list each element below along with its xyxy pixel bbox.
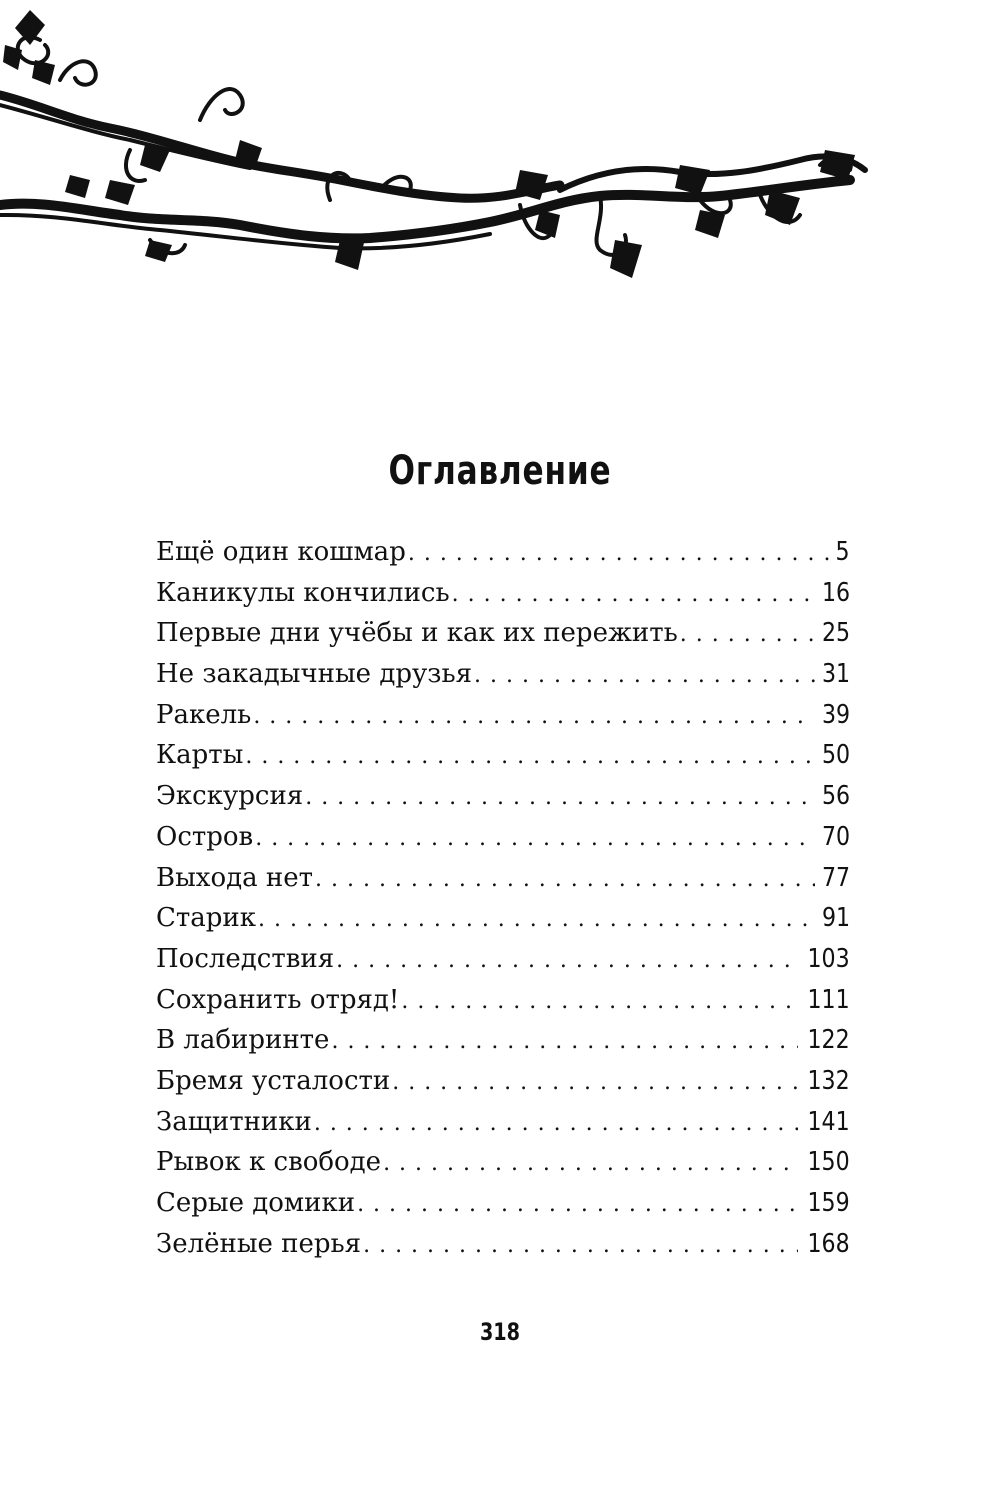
toc-entry[interactable] (156, 1224, 850, 1265)
toc-entry-page: 111 (807, 984, 850, 1015)
toc-entry-title: Первые дни учёбы и как их пережить (156, 618, 678, 649)
toc-entry-title: Выхода нет (156, 862, 313, 893)
toc-leader-dots (245, 737, 815, 778)
toc-leader-dots (305, 778, 815, 819)
toc-entry-page: 122 (807, 1025, 850, 1056)
toc-leader-dots (474, 656, 815, 697)
toc-entry-title: Последствия (156, 943, 335, 974)
toc-leader-dots (408, 534, 832, 575)
toc-entry[interactable] (156, 1142, 850, 1183)
toc-leader-dots (255, 819, 815, 860)
toc-entry-title: Бремя усталости (156, 1065, 391, 1096)
toc-entry-title: Рывок к свободе (156, 1147, 382, 1178)
toc-entry-page: 31 (821, 659, 850, 690)
toc-leader-dots (363, 1226, 798, 1267)
toc-list (156, 532, 850, 1264)
toc-leader-dots (383, 1144, 798, 1185)
toc-entry-page: 91 (821, 903, 850, 934)
toc-entry[interactable] (156, 939, 850, 980)
toc-leader-dots (336, 941, 798, 982)
toc-leader-dots (253, 697, 815, 738)
toc-leader-dots (314, 1104, 799, 1145)
toc-entry[interactable] (156, 898, 850, 939)
toc-leader-dots (401, 982, 798, 1023)
toc-entry-title: В лабиринте (156, 1025, 330, 1056)
toc-entry-page: 56 (821, 781, 850, 812)
toc-entry-page: 70 (821, 821, 850, 852)
toc-leader-dots (315, 860, 815, 901)
toc-entry-page: 50 (821, 740, 850, 771)
toc-entry-page: 132 (807, 1065, 850, 1096)
toc-entry-page: 25 (821, 618, 850, 649)
toc-entry[interactable] (156, 1020, 850, 1061)
toc-leader-dots (258, 900, 815, 941)
toc-entry-title: Сохранить отряд! (156, 984, 400, 1015)
toc-entry-title: Старик (156, 903, 257, 934)
toc-entry[interactable] (156, 817, 850, 858)
toc-leader-dots (452, 575, 815, 616)
toc-entry[interactable] (156, 776, 850, 817)
toc-leader-dots (331, 1022, 798, 1063)
toc-entry-title: Каникулы кончились (156, 577, 450, 608)
toc-entry-page: 5 (835, 537, 850, 567)
toc-entry[interactable] (156, 858, 850, 899)
toc-entry[interactable] (156, 613, 850, 654)
toc-entry-page: 159 (807, 1188, 850, 1218)
toc-entry-title: Экскурсия (156, 781, 304, 812)
toc-entry[interactable] (156, 532, 850, 573)
toc-entry[interactable] (156, 695, 850, 736)
toc-entry[interactable] (156, 735, 850, 776)
toc-entry[interactable] (156, 654, 850, 695)
toc-leader-dots (392, 1063, 798, 1104)
toc-entry-page: 150 (807, 1147, 850, 1178)
toc-entry-title: Ракель (156, 699, 252, 730)
toc-entry-title: Карты (156, 740, 244, 771)
toc-entry[interactable] (156, 980, 850, 1021)
toc-entry-page: 77 (821, 862, 850, 893)
toc-entry[interactable] (156, 1102, 850, 1143)
toc-entry-title: Остров (156, 821, 254, 852)
toc-entry-title: Не закадычные друзья (156, 659, 473, 690)
toc-entry-page: 103 (807, 943, 850, 974)
toc-entry[interactable] (156, 1183, 850, 1224)
toc-entry[interactable] (156, 573, 850, 614)
vine-branch-illustration (0, 0, 880, 300)
toc-leader-dots (680, 615, 815, 656)
toc-entry-title: Защитники (156, 1106, 312, 1137)
toc-entry-page: 16 (821, 577, 850, 608)
toc-entry-page: 168 (807, 1228, 850, 1259)
toc-leader-dots (357, 1185, 798, 1226)
toc-entry[interactable] (156, 1061, 850, 1102)
toc-entry-title: Зелёные перья (156, 1228, 362, 1259)
toc-entry-title: Ещё один кошмар (156, 537, 406, 567)
toc-entry-title: Серые домики (156, 1188, 356, 1218)
toc-entry-page: 39 (821, 699, 850, 730)
toc-entry-page: 141 (807, 1106, 850, 1137)
vine-icon (0, 0, 880, 300)
toc-heading: Оглавление (388, 448, 612, 494)
page-number: 318 (479, 1318, 521, 1346)
